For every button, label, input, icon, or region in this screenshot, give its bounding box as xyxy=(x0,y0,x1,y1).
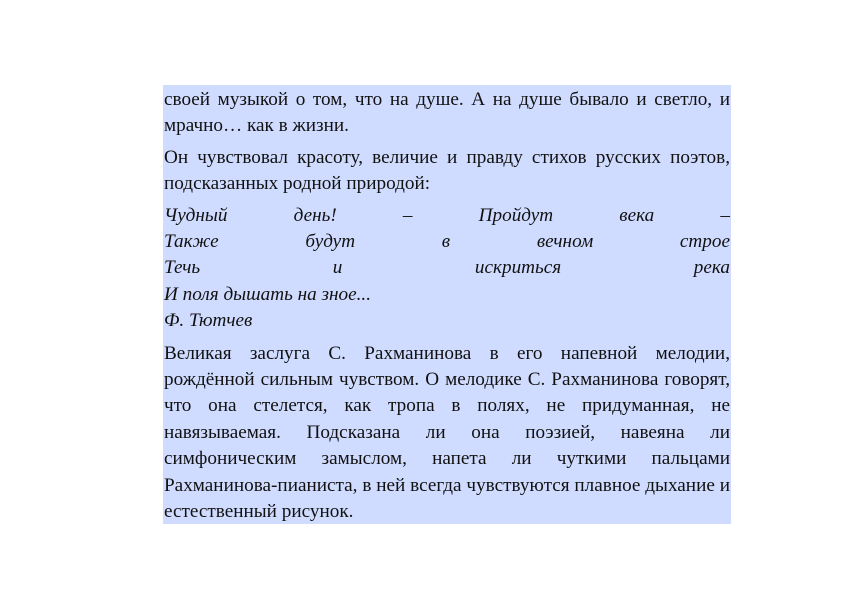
poem-word: вечном xyxy=(536,231,594,253)
poem-author: Ф. Тютчев xyxy=(164,310,253,332)
poem-word: день! xyxy=(293,204,337,226)
poem-word: в xyxy=(441,231,451,253)
paragraph-poets: Он чувствовал красоту, величие и правду стихов русских поэтов, подсказанных родной природой: xyxy=(164,146,730,195)
paragraph-intro: своей музыкой о том, что на душе. А на душе бывало и светло, и мрачно… как в жизни. xyxy=(164,89,730,137)
text-box xyxy=(163,85,731,524)
poem-word: – xyxy=(720,204,730,226)
poem-word: будут xyxy=(305,231,356,253)
poem-line-4: И поля дышать на зное... xyxy=(164,283,372,305)
poem-word: Пройдут xyxy=(478,204,554,226)
poem-word: Также xyxy=(164,231,219,253)
poem-word: и xyxy=(332,257,343,279)
poem-line-2 xyxy=(164,229,730,255)
poem-word: – xyxy=(402,204,413,226)
poem-word: искриться xyxy=(474,257,562,279)
poem-word: века xyxy=(619,204,655,226)
poem-word: река xyxy=(693,257,730,279)
poem-line-3 xyxy=(164,255,730,281)
poem-word: Чудный xyxy=(164,204,228,226)
poem-line-1 xyxy=(164,203,730,229)
paragraph-melody: Великая заслуга С. Рахманинова в его напевной мелодии, рождённой сильным чувством. О мелодике С. Рахманинова говорят, что она стелется, как тропа в полях, не придуманная, не навязываемая. Подсказана ли она поэзией, навеяна ли симфоническим замыслом, напета ли чуткими пальцами Рахманинова-пианиста, в ней всегда чувствуются плавное дыхание и естественный рисунок. xyxy=(164,342,730,523)
poem-quote xyxy=(164,203,730,335)
poem-word: строе xyxy=(679,231,730,253)
poem-word: Течь xyxy=(164,257,201,279)
